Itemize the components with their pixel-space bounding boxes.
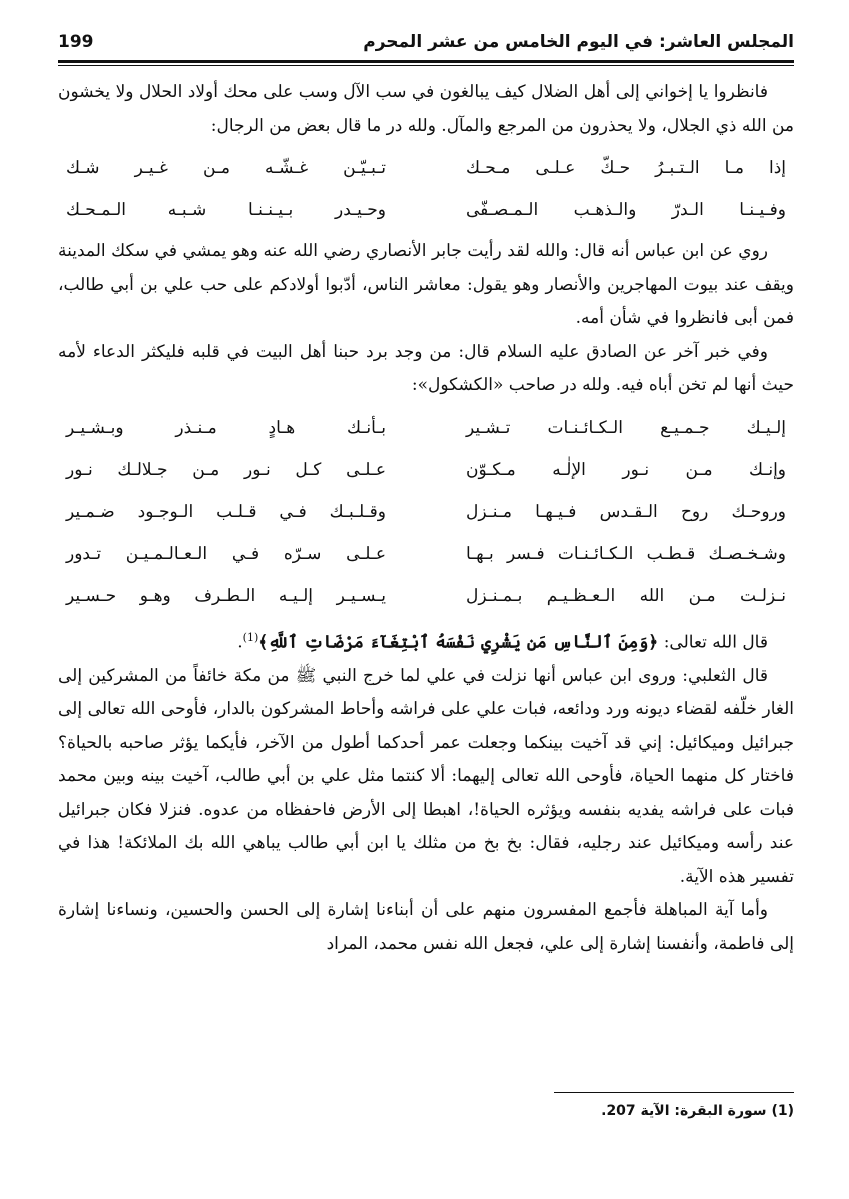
verse-first-hemistich: وفـيـنـا الـدرّ والـذهـب الـمـصـفّى [466,200,786,220]
running-header [58,28,794,58]
footnote-text: سورة البقرة: الآية 207. [601,1103,767,1119]
paragraph-3: وفي خبر آخر عن الصادق عليه السلام قال: من وجد برد حبنا أهل البيت في قلبه فليكثر الدعاء لأمه حيث أنها لم تخن أباه فيه. ولله در صاحب «الكشكول»: [58,341,794,395]
verse-second-hemistich: تـبـيّـن غـشّـه مـن غـيـر شـك [66,158,386,178]
verse-second-hemistich: بـأنـك هـادٍ مـنـذر وبـشـيـر [66,417,386,438]
paragraph-4 [58,621,794,660]
paragraph-6: وأما آية المباهلة فأجمع المفسرون منهم على أن أبناءنا إشارة إلى الحسن والحسين، ونساءنا إشارة إلى فاطمة، وأنفسنا إشارة إلى علي، فجعل الله نفس محمد، المراد [58,900,794,954]
verse-first-hemistich: وإنـك مـن نـور الإلٰـه مـكـوّن [466,459,786,480]
poem-2 [58,407,794,617]
page-number: 199 [58,32,94,52]
footnote-area [58,1092,794,1119]
verse-second-hemistich: يـسـيـر إلـيـه الـطـرف وهـو حـسـير [66,585,386,606]
verse-second-hemistich: وحـيـدر بـيـنـنـا شـبـه الـمـحـك [66,200,386,220]
quran-intro: قال الله تعالى: [663,632,768,653]
verse-first-hemistich: إلـيـك جـمـيـع الـكـائـنـات تـشـير [466,417,786,438]
verse-line [58,189,794,231]
verse-line [58,147,794,189]
footnote-number: (1) [771,1103,794,1119]
poem-1 [58,147,794,231]
verse-first-hemistich: وروحـك روح الـقـدس فـيـهـا مـنـزل [466,501,786,522]
verse-first-hemistich: إذا مـا الـتـبـرُ حـكّ عـلـى مـحـك [466,158,786,178]
verse-line [58,449,794,491]
verse-first-hemistich: وشـخـصـك قـطـب الـكـائـنـات فـسر بـهـا [466,543,786,564]
verse-second-hemistich: عـلـى سـرّه فـي الـعـالـمـيـن تـدور [66,543,386,564]
quran-verse: ﴿وَمِنَ ٱلنَّاسِ مَن يَشْرِي نَفْسَهُ ٱبْتِغَآءَ مَرْضَاتِ ٱللَّهِ﴾ [258,632,659,653]
verse-line [58,491,794,533]
header-rule [58,60,794,63]
header-rule-thin [58,65,794,66]
verse-line [58,407,794,449]
verse-first-hemistich: نـزلـت مـن الله الـعـظـيـم بـمـنـزل [466,585,786,606]
verse-line [58,575,794,617]
paragraph-5: قال الثعلبي: وروى ابن عباس أنها نزلت في علي لما خرج النبي ﷺ من مكة خائفاً من المشركين إلى الغار خلّفه لقضاء ديونه ورد ودائعه، فبات علي على فراشه وأحاط المشركون بالدار، فأوحى الله تعالى إلى جبرائيل وميكائيل: إني قد آخيت بينكما وجعلت عمر أحدكما أطول من الآخر، فأيكما يؤثر صاحبه بالحياة؟ فاختار كل منهما الحياة، فأوحى الله تعالى إليهما: ألا كنتما مثل علي بن أبي طالب، آخيت بينه وبين محمد فبات على فراشه يفديه بنفسه ويؤثره الحياة!، اهبطا إلى الأرض فاحفظاه من عدوه. فنزلا فكان جبرائيل عند رأسه وميكائيل عند رجليه، فقال: بخ بخ من مثلك يا ابن أبي طالب يباهي الله بك الملائكة! هذا في تفسير هذه الآية. [58,665,794,887]
verse-line [58,533,794,575]
verse-second-hemistich: وقـلـبـك فـي قـلـب الـوجـود ضـمـير [66,501,386,522]
verse-second-hemistich: عـلـى كـل نـور مـن جـلالـك نـور [66,459,386,480]
body-text [58,76,794,961]
footnote [58,1103,794,1119]
paragraph-2: روي عن ابن عباس أنه قال: والله لقد رأيت جابر الأنصاري رضي الله عنه وهو يمشي في سكك المدينة ويقف عند بيوت المهاجرين والأنصار وهو يقول: معاشر الناس، أدّبوا أولادكم على حب علي بن أبي طالب، فمن أبى فانظروا في شأن أمه. [58,241,794,328]
header-title: المجلس العاشر: في اليوم الخامس من عشر المحرم [363,32,794,52]
paragraph-1: فانظروا يا إخواني إلى أهل الضلال كيف يبالغون في سب الآل وسب على محك أولاد الحلال ولا يخشون من الله ذي الجلال، ولا يحذرون من المرجع والمآل. ولله در ما قال بعض من الرجال: [58,82,794,136]
footnote-rule [554,1092,794,1093]
footnote-reference: (1) [242,630,259,644]
sentence-end: . [237,632,243,653]
page [58,28,794,961]
